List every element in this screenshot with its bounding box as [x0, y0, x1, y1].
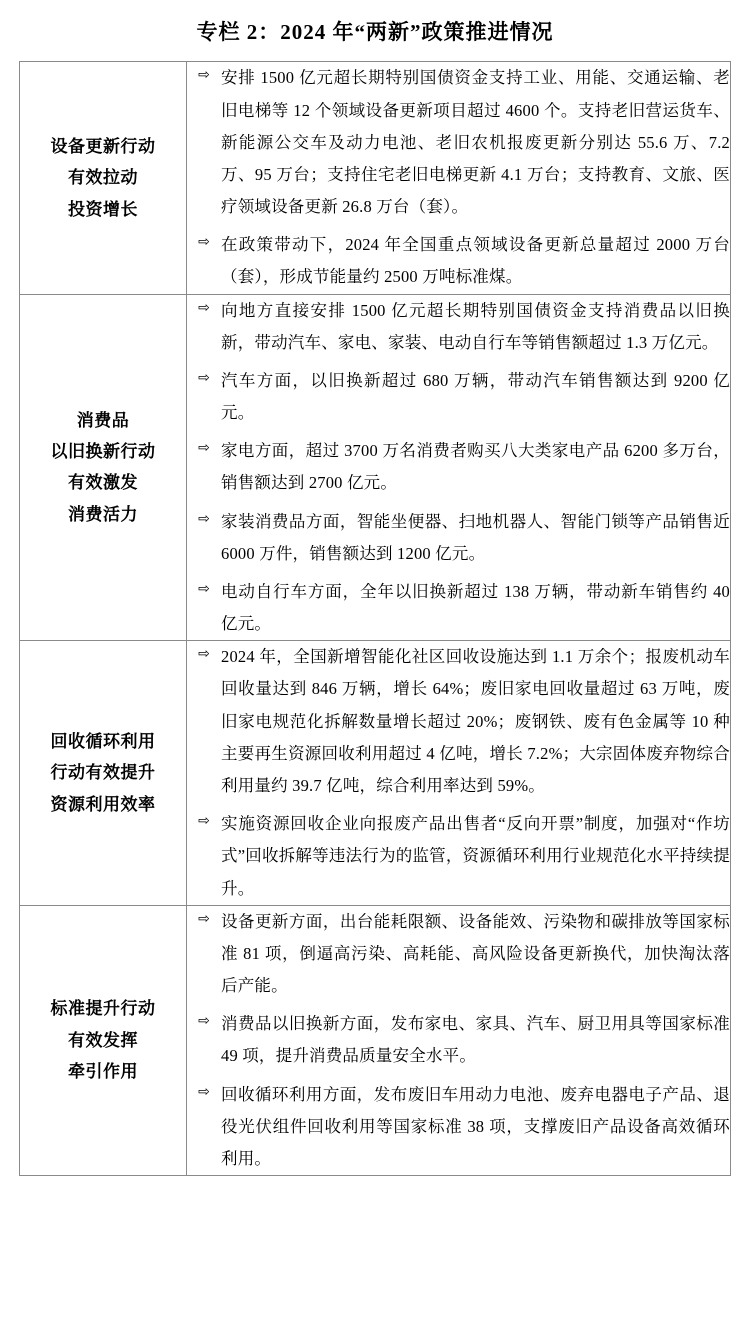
arrow-right-icon: ⇨ — [198, 1013, 210, 1030]
list-item — [187, 808, 730, 905]
row-label-line: 标准提升行动 — [50, 999, 156, 1019]
list-item — [187, 906, 730, 1003]
row-label-line: 资源利用效率 — [50, 794, 156, 814]
row-body — [187, 905, 731, 1175]
row-label-line: 消费活力 — [68, 504, 138, 524]
row-label-line: 投资增长 — [68, 199, 138, 219]
row-label-line: 有效拉动 — [68, 168, 138, 188]
paragraph-text: 2024 年，全国新增智能化社区回收设施达到 1.1 万余个；报废机动车回收量达到 846 万辆，增长 64%；废旧家电回收量超过 63 万吨，废旧家电规范化拆解数量增长超过 20%；废钢铁、废有色金属等 10 种主要再生资源回收利用超过 4 亿吨，增长 7.2%；大宗固体废弃物综合利用量约 39.7 亿吨，综合利用率达到 59%。 — [221, 647, 730, 795]
arrow-right-icon: ⇨ — [198, 440, 210, 457]
row-label-line: 牵引作用 — [68, 1062, 138, 1082]
row-body — [187, 62, 731, 294]
list-item — [187, 506, 730, 570]
list-item — [187, 365, 730, 429]
table-row — [20, 641, 731, 905]
paragraph-text: 家装消费品方面，智能坐便器、扫地机器人、智能门锁等产品销售近 6000 万件，销售额达到 1200 亿元。 — [221, 511, 730, 563]
list-item — [187, 229, 730, 293]
arrow-right-icon: ⇨ — [198, 234, 210, 251]
arrow-right-icon: ⇨ — [198, 1083, 210, 1100]
table-row — [20, 294, 731, 641]
paragraph-text: 安排 1500 亿元超长期特别国债资金支持工业、用能、交通运输、老旧电梯等 12 个领域设备更新项目超过 4600 个。支持老旧营运货车、新能源公交车及动力电池、老旧农机报废更新分别达 55.6 万、7.2 万、95 万台；支持住宅老旧电梯更新 4.1 万台；支持教育、文旅、医疗领域设备更新 26.8 万台（套）。 — [221, 68, 730, 217]
page-title: 专栏 2：2024 年“两新”政策推进情况 — [196, 20, 554, 44]
arrow-right-icon: ⇨ — [198, 910, 210, 927]
arrow-right-icon: ⇨ — [198, 813, 210, 830]
arrow-right-icon: ⇨ — [198, 580, 210, 597]
paragraph-text: 汽车方面，以旧换新超过 680 万辆，带动汽车销售额达到 9200 亿元。 — [221, 370, 730, 423]
table-row — [20, 905, 731, 1175]
arrow-right-icon: ⇨ — [198, 369, 210, 386]
row-label-line: 设备更新行动 — [50, 136, 156, 156]
paragraph-text: 回收循环利用方面，发布废旧车用动力电池、废弃电器电子产品、退役光伏组件回收利用等国家标准 38 项，支撑废旧产品设备高效循环利用。 — [221, 1084, 730, 1168]
row-label — [20, 905, 187, 1175]
row-label-line: 以旧换新行动 — [50, 442, 156, 462]
row-label-line: 有效激发 — [68, 473, 138, 493]
paragraph-text: 向地方直接安排 1500 亿元超长期特别国债资金支持消费品以旧换新，带动汽车、家电、家装、电动自行车等销售额超过 1.3 万亿元。 — [221, 300, 730, 352]
row-label-line: 回收循环利用 — [50, 731, 156, 751]
row-label-line: 行动有效提升 — [50, 763, 156, 783]
arrow-right-icon: ⇨ — [198, 299, 210, 316]
row-label — [20, 62, 187, 294]
list-item — [187, 1008, 730, 1072]
row-label — [20, 641, 187, 905]
paragraph-text: 家电方面，超过 3700 万名消费者购买八大类家电产品 6200 多万台，销售额达到 2700 亿元。 — [221, 441, 730, 493]
list-item — [187, 62, 730, 223]
paragraph-text: 消费品以旧换新方面，发布家电、家具、汽车、厨卫用具等国家标准 49 项，提升消费品质量安全水平。 — [221, 1014, 730, 1066]
bullet-list — [187, 906, 730, 1175]
row-body — [187, 641, 731, 905]
row-label-line: 有效发挥 — [68, 1030, 138, 1050]
list-item — [187, 1079, 730, 1176]
row-label — [20, 294, 187, 641]
table-row — [20, 62, 731, 294]
paragraph-text: 实施资源回收企业向报废产品出售者“反向开票”制度，加强对“作坊式”回收拆解等违法行为的监管，资源循环利用行业规范化水平持续提升。 — [221, 814, 730, 898]
row-body — [187, 294, 731, 641]
list-item — [187, 576, 730, 640]
paragraph-text: 电动自行车方面，全年以旧换新超过 138 万辆，带动新车销售约 40 亿元。 — [221, 581, 730, 634]
row-label-line: 消费品 — [76, 410, 130, 430]
paragraph-text: 在政策带动下，2024 年全国重点领域设备更新总量超过 2000 万台（套），形成节能量约 2500 万吨标准煤。 — [221, 235, 730, 287]
arrow-right-icon: ⇨ — [198, 67, 210, 84]
arrow-right-icon: ⇨ — [198, 646, 210, 663]
bullet-list — [187, 62, 730, 293]
arrow-right-icon: ⇨ — [198, 510, 210, 527]
paragraph-text: 设备更新方面，出台能耗限额、设备能效、污染物和碳排放等国家标准 81 项，倒逼高污染、高耗能、高风险设备更新换代，加快淘汰落后产能。 — [221, 911, 730, 996]
list-item — [187, 641, 730, 802]
bullet-list — [187, 641, 730, 904]
bullet-list — [187, 295, 730, 641]
policy-table — [19, 61, 731, 1176]
list-item — [187, 435, 730, 499]
list-item — [187, 295, 730, 359]
